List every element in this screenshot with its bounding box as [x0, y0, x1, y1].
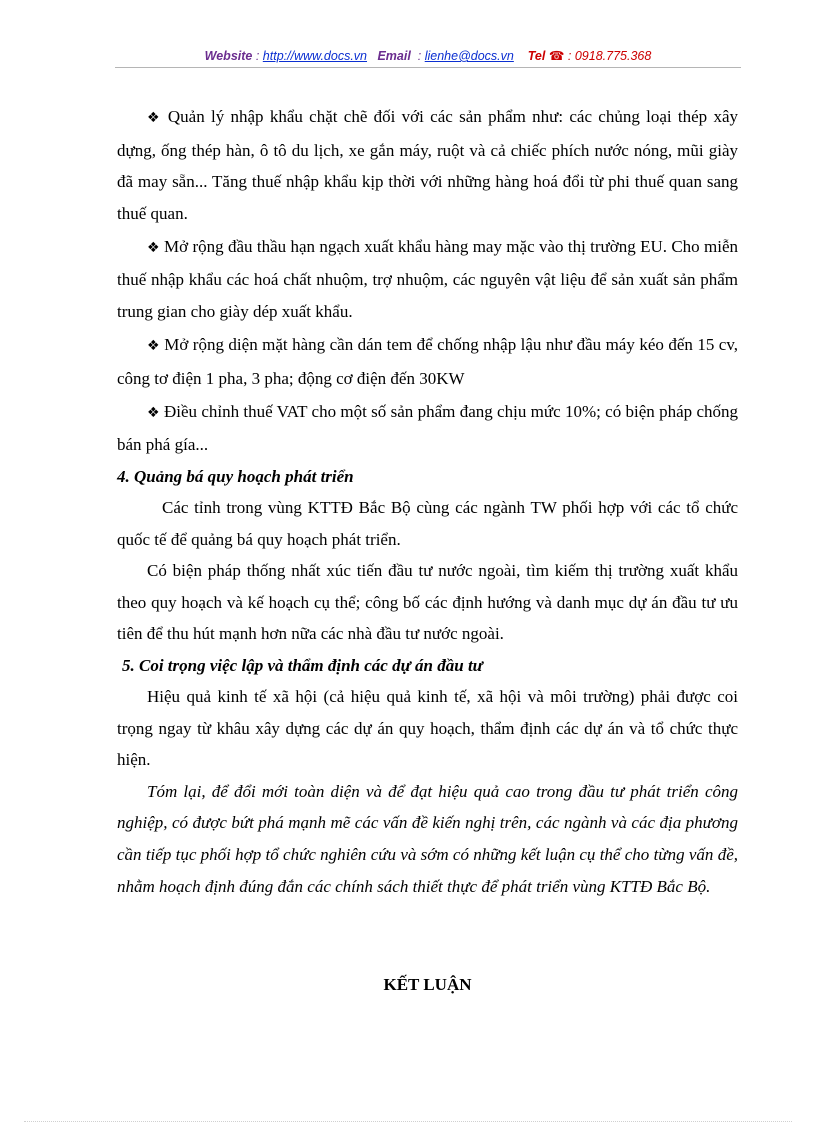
section5-paragraph-1: Hiệu quả kinh tế xã hội (cả hiệu quả kinh tế, xã hội và môi trường) phải được coi trọng ngay từ khâu xây dựng các dự án quy hoạch, thẩm định các dự án và tổ chức thực hiện.: [117, 687, 738, 770]
section-heading-4: 4. Quảng bá quy hoạch phát triển: [117, 467, 354, 487]
diamond-bullet-icon: ❖: [147, 338, 160, 355]
bullet-paragraph: ❖ Mở rộng đầu thầu hạn ngạch xuất khẩu hàng may mặc vào thị trường EU. Cho miễn thuế nhập khẩu các hoá chất nhuộm, trợ nhuộm, các nguyên vật liệu để sản xuất sản phẩm trung gian cho giày dép xuất khẩu.: [117, 236, 739, 322]
bullet-paragraph: ❖ Điều chỉnh thuế VAT cho một số sản phẩm đang chịu mức 10%; có biện pháp chống bán phá gía...: [117, 401, 739, 455]
document-body: [117, 101, 738, 902]
bullet-paragraph: ❖ Quản lý nhập khẩu chặt chẽ đối với các sản phẩm như: các chủng loại thép xây dựng, ống thép hàn, ô tô du lịch, xe gắn máy, ruột và cả chiếc phích nước nóng, mũi giày đã may sẵn... Tăng thuế nhập khẩu kịp thời với những hàng hoá đổi từ phi thuế quan sang thuế quan.: [117, 107, 738, 223]
header-divider: [115, 67, 741, 68]
diamond-bullet-icon: ❖: [147, 239, 160, 256]
email-label: Email: [377, 49, 411, 63]
diamond-bullet-icon: ❖: [147, 110, 162, 126]
website-link[interactable]: http://www.docs.vn: [262, 49, 368, 63]
section4-paragraph-2: Có biện pháp thống nhất xúc tiến đầu tư nước ngoài, tìm kiếm thị trường xuất khẩu theo quy hoạch và kế hoạch cụ thể; công bố các định hướng và danh mục dự án đầu tư ưu tiên để thu hút mạnh hơn nữa các nhà đầu tư nước ngoài.: [117, 561, 738, 644]
website-label: Website: [204, 49, 253, 63]
phone-icon: ☎: [548, 49, 565, 63]
page-header: Website : http://www.docs.vn Email : lienhe@docs.vn Tel ☎ : 0918.775.368: [204, 49, 652, 63]
summary-paragraph: Tóm lại, để đổi mới toàn diện và để đạt hiệu quả cao trong đầu tư phát triển công nghiệp, có được bứt phá mạnh mẽ các vấn đề kiến nghị trên, các ngành và các địa phương cần tiếp tục phối hợp tổ chức nghiên cứu và sớm có những kết luận cụ thể cho từng vấn đề, nhằm hoạch định đúng đắn các chính sách thiết thực để phát triển vùng KTTĐ Bắc Bộ.: [117, 781, 738, 896]
bullet-paragraph: ❖ Mở rộng diện mặt hàng cần dán tem để chống nhập lậu như đầu máy kéo đến 15 cv, công tơ điện 1 pha, 3 pha; động cơ điện đến 30KW: [117, 335, 738, 388]
tel-label: Tel: [527, 49, 546, 63]
section-heading-5: 5. Coi trọng việc lập và thẩm định các dự án đầu tư: [122, 656, 483, 675]
section4-paragraph-1: Các tỉnh trong vùng KTTĐ Bắc Bộ cùng các ngành TW phối hợp với các tổ chức quốc tế để quảng bá quy hoạch phát triển.: [117, 498, 738, 549]
footer-divider: [24, 1121, 792, 1122]
tel-number: : 0918.775.368: [567, 49, 652, 63]
email-link[interactable]: lienhe@docs.vn: [424, 49, 514, 63]
conclusion-heading: KẾT LUẬN: [383, 975, 472, 994]
diamond-bullet-icon: ❖: [147, 404, 160, 421]
